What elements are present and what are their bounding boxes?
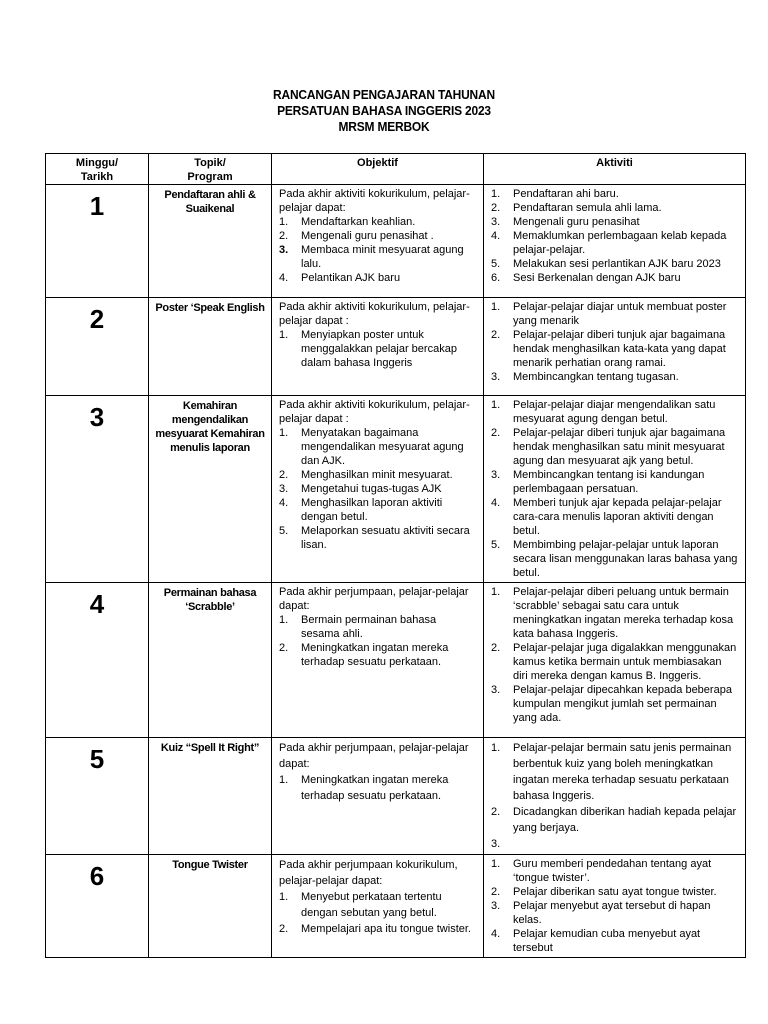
week-number: 1 bbox=[46, 185, 149, 298]
item-number: 1. bbox=[279, 614, 289, 626]
activity-item bbox=[491, 857, 739, 885]
topic-name: Permainan bahasa ‘Scrabble’ bbox=[149, 583, 272, 738]
activity-item bbox=[491, 899, 739, 927]
activity-cell bbox=[484, 738, 746, 855]
item-text: Mengenali guru penasihat . bbox=[301, 230, 434, 242]
item-number: 3. bbox=[491, 684, 501, 696]
objective-item bbox=[279, 468, 477, 482]
table-row bbox=[46, 738, 746, 855]
annual-plan-table bbox=[45, 153, 746, 958]
objective-list bbox=[279, 613, 477, 669]
activity-item bbox=[491, 300, 739, 328]
table-row bbox=[46, 185, 746, 298]
item-text: Pendaftaran ahi baru. bbox=[513, 188, 619, 200]
item-text: Menyiapkan poster untuk menggalakkan pelajar bercakap dalam bahasa Inggeris bbox=[301, 329, 457, 369]
item-text: Melakukan sesi perlantikan AJK baru 2023 bbox=[513, 258, 721, 270]
activity-item bbox=[491, 585, 739, 641]
activity-cell bbox=[484, 396, 746, 583]
item-number: 1. bbox=[491, 301, 501, 313]
item-text: Melaporkan sesuatu aktiviti secara lisan. bbox=[301, 525, 470, 551]
activity-item bbox=[491, 271, 739, 285]
objective-item bbox=[279, 328, 477, 370]
topic-name: Pendaftaran ahli & Suaikenal bbox=[149, 185, 272, 298]
item-text: Pelajar diberikan satu ayat tongue twister. bbox=[513, 886, 717, 898]
activity-list bbox=[491, 187, 739, 285]
item-text: Menyebut perkataan tertentu dengan sebutan yang betul. bbox=[301, 891, 442, 919]
item-number: 4. bbox=[279, 272, 289, 284]
objective-cell bbox=[272, 185, 484, 298]
table-row bbox=[46, 855, 746, 958]
activity-list bbox=[491, 857, 739, 955]
item-text: Pendaftaran semula ahli lama. bbox=[513, 202, 662, 214]
activity-item bbox=[491, 885, 739, 899]
item-text: Pelajar menyebut ayat tersebut di hapan kelas. bbox=[513, 900, 711, 926]
objective-item bbox=[279, 613, 477, 641]
activity-item bbox=[491, 927, 739, 955]
objective-item bbox=[279, 524, 477, 552]
item-number: 1. bbox=[279, 329, 289, 341]
objective-intro: Pada akhir perjumpaan kokurikulum, pelajar-pelajar dapat: bbox=[279, 859, 458, 887]
item-text: Pelajar-pelajar dipecahkan kepada beberapa kumpulan mengikut jumlah set permainan yang ada. bbox=[513, 684, 732, 724]
title-line-3: MRSM MERBOK bbox=[338, 119, 430, 134]
objective-item bbox=[279, 921, 477, 937]
item-number: 3. bbox=[279, 244, 289, 256]
activity-cell bbox=[484, 583, 746, 738]
objective-list bbox=[279, 772, 477, 804]
item-text: Memberi tunjuk ajar kepada pelajar-pelajar cara-cara menulis laporan aktiviti dengan betul. bbox=[513, 497, 722, 537]
item-number: 1. bbox=[279, 427, 289, 439]
activity-item bbox=[491, 836, 739, 852]
week-number: 5 bbox=[46, 738, 149, 855]
objective-item bbox=[279, 243, 477, 271]
activity-list bbox=[491, 585, 739, 725]
activity-item bbox=[491, 328, 739, 370]
activity-item bbox=[491, 257, 739, 271]
activity-item bbox=[491, 398, 739, 426]
objective-item bbox=[279, 889, 477, 921]
objective-cell bbox=[272, 298, 484, 396]
week-number: 2 bbox=[46, 298, 149, 396]
header-activity: Aktiviti bbox=[484, 154, 746, 185]
title-line-2: PERSATUAN BAHASA INGGERIS 2023 bbox=[277, 103, 491, 118]
item-number: 2. bbox=[279, 642, 289, 654]
item-text: Bermain permainan bahasa sesama ahli. bbox=[301, 614, 437, 640]
item-number: 2. bbox=[491, 886, 501, 898]
header-objective: Objektif bbox=[272, 154, 484, 185]
activity-item bbox=[491, 683, 739, 725]
item-text: Pelantikan AJK baru bbox=[301, 272, 401, 284]
item-number: 2. bbox=[491, 202, 501, 214]
item-number: 1. bbox=[279, 216, 289, 228]
item-number: 1. bbox=[491, 188, 501, 200]
table-header-row bbox=[46, 154, 746, 185]
activity-cell bbox=[484, 855, 746, 958]
topic-name: Kuiz “Spell It Right” bbox=[149, 738, 272, 855]
activity-cell bbox=[484, 298, 746, 396]
activity-item bbox=[491, 641, 739, 683]
header-week: Minggu/ Tarikh bbox=[46, 154, 149, 185]
activity-item bbox=[491, 187, 739, 201]
objective-list bbox=[279, 889, 477, 937]
objective-intro: Pada akhir aktiviti kokurikulum, pelajar-pelajar dapat : bbox=[279, 301, 470, 327]
week-number: 4 bbox=[46, 583, 149, 738]
objective-list bbox=[279, 328, 477, 370]
table-row bbox=[46, 298, 746, 396]
item-number: 2. bbox=[279, 469, 289, 481]
item-text: Pelajar kemudian cuba menyebut ayat tersebut bbox=[513, 928, 701, 954]
item-text: Mengetahui tugas-tugas AJK bbox=[301, 483, 442, 495]
topic-name: Poster ‘Speak English bbox=[149, 298, 272, 396]
activity-item bbox=[491, 538, 739, 580]
activity-item bbox=[491, 496, 739, 538]
week-number: 6 bbox=[46, 855, 149, 958]
title-line-1: RANCANGAN PENGAJARAN TAHUNAN bbox=[273, 87, 495, 102]
item-number: 3. bbox=[491, 216, 501, 228]
objective-item bbox=[279, 482, 477, 496]
activity-item bbox=[491, 426, 739, 468]
item-text: Membincangkan tentang isi kandungan perlembagaan persatuan. bbox=[513, 469, 705, 495]
item-number: 2. bbox=[491, 427, 501, 439]
activity-item bbox=[491, 740, 739, 804]
item-number: 4. bbox=[279, 497, 289, 509]
item-text: Pelajar-pelajar juga digalakkan menggunakan kamus ketika bermain untuk membiasakan diri mereka dengan kamus B. Inggeris. bbox=[513, 642, 737, 682]
activity-item bbox=[491, 229, 739, 257]
objective-item bbox=[279, 496, 477, 524]
activity-item bbox=[491, 468, 739, 496]
item-text: Pelajar-pelajar diajar untuk membuat poster yang menarik bbox=[513, 301, 727, 327]
objective-cell bbox=[272, 583, 484, 738]
item-text: Guru memberi pendedahan tentang ayat ‘tongue twister’. bbox=[513, 858, 712, 884]
item-text: Meningkatkan ingatan mereka terhadap sesuatu perkataan. bbox=[301, 642, 449, 668]
item-text: Menghasilkan laporan aktiviti dengan betul. bbox=[301, 497, 443, 523]
item-number: 2. bbox=[279, 923, 289, 935]
objective-item bbox=[279, 271, 477, 285]
item-number: 2. bbox=[279, 230, 289, 242]
activity-cell bbox=[484, 185, 746, 298]
objective-item bbox=[279, 772, 477, 804]
item-number: 1. bbox=[491, 399, 501, 411]
item-number: 6. bbox=[491, 272, 501, 284]
item-text: Pelajar-pelajar diberi peluang untuk bermain ‘scrabble’ sebagai satu cara untuk meningkatkan ingatan mereka terhadap kosa kata bahasa Inggeris. bbox=[513, 586, 734, 640]
item-text: Mempelajari apa itu tongue twister. bbox=[301, 923, 471, 935]
objective-item bbox=[279, 426, 477, 468]
objective-list bbox=[279, 215, 477, 285]
item-number: 4. bbox=[491, 230, 501, 242]
item-number: 1. bbox=[491, 858, 501, 870]
item-text: Pelajar-pelajar bermain satu jenis permainan berbentuk kuiz yang boleh meningkatkan ingatan mereka terhadap sesuatu perkataan bahasa Inggeris. bbox=[513, 742, 732, 802]
item-text: Pelajar-pelajar diberi tunjuk ajar bagaimana hendak menghasilkan kata-kata yang dapat menarik perhatian orang ramai. bbox=[513, 329, 726, 369]
week-number: 3 bbox=[46, 396, 149, 583]
objective-item bbox=[279, 641, 477, 669]
objective-cell bbox=[272, 855, 484, 958]
item-number: 5. bbox=[279, 525, 289, 537]
table-row bbox=[46, 396, 746, 583]
item-number: 2. bbox=[491, 806, 501, 818]
activity-list bbox=[491, 398, 739, 580]
topic-name: Kemahiran mengendalikan mesyuarat Kemahiran menulis laporan bbox=[149, 396, 272, 583]
item-number: 5. bbox=[491, 258, 501, 270]
objective-intro: Pada akhir perjumpaan, pelajar-pelajar dapat: bbox=[279, 742, 469, 770]
topic-name: Tongue Twister bbox=[149, 855, 272, 958]
objective-intro: Pada akhir aktiviti kokurikulum, pelajar-pelajar dapat: bbox=[279, 188, 470, 214]
item-number: 5. bbox=[491, 539, 501, 551]
item-text: Mendaftarkan keahlian. bbox=[301, 216, 416, 228]
item-text: Mengenali guru penasihat bbox=[513, 216, 640, 228]
objective-cell bbox=[272, 396, 484, 583]
item-number: 3. bbox=[491, 838, 501, 850]
item-text: Membaca minit mesyuarat agung lalu. bbox=[301, 244, 464, 270]
table-row bbox=[46, 583, 746, 738]
item-text: Sesi Berkenalan dengan AJK baru bbox=[513, 272, 681, 284]
item-number: 1. bbox=[491, 586, 501, 598]
item-number: 3. bbox=[279, 483, 289, 495]
activity-item bbox=[491, 804, 739, 836]
item-text: Membincangkan tentang tugasan. bbox=[513, 371, 679, 383]
item-text: Menyatakan bagaimana mengendalikan mesyuarat agung dan AJK. bbox=[301, 427, 464, 467]
activity-item bbox=[491, 370, 739, 384]
item-number: 2. bbox=[491, 329, 501, 341]
item-number: 3. bbox=[491, 371, 501, 383]
item-text: Membimbing pelajar-pelajar untuk laporan secara lisan menggunakan laras bahasa yang betul. bbox=[513, 539, 738, 579]
activity-item bbox=[491, 201, 739, 215]
objective-item bbox=[279, 229, 477, 243]
activity-list bbox=[491, 740, 739, 852]
item-text: Memaklumkan perlembagaan kelab kepada pelajar-pelajar. bbox=[513, 230, 727, 256]
item-text: Menghasilkan minit mesyuarat. bbox=[301, 469, 453, 481]
item-text: Dicadangkan diberikan hadiah kepada pelajar yang berjaya. bbox=[513, 806, 737, 834]
item-text: Meningkatkan ingatan mereka terhadap sesuatu perkataan. bbox=[301, 774, 449, 802]
item-text: Pelajar-pelajar diajar mengendalikan satu mesyuarat agung dengan betul. bbox=[513, 399, 716, 425]
item-number: 4. bbox=[491, 928, 501, 940]
activity-item bbox=[491, 215, 739, 229]
item-number: 3. bbox=[491, 900, 501, 912]
document-title bbox=[0, 87, 768, 135]
item-number: 3. bbox=[491, 469, 501, 481]
item-text bbox=[513, 836, 739, 852]
objective-intro: Pada akhir aktiviti kokurikulum, pelajar-pelajar dapat : bbox=[279, 399, 470, 425]
item-number: 1. bbox=[279, 891, 289, 903]
objective-cell bbox=[272, 738, 484, 855]
activity-list bbox=[491, 300, 739, 384]
objective-intro: Pada akhir perjumpaan, pelajar-pelajar dapat: bbox=[279, 586, 469, 612]
item-number: 2. bbox=[491, 642, 501, 654]
objective-item bbox=[279, 215, 477, 229]
objective-list bbox=[279, 426, 477, 552]
item-number: 1. bbox=[279, 774, 289, 786]
header-topic: Topik/ Program bbox=[149, 154, 272, 185]
item-number: 4. bbox=[491, 497, 501, 509]
item-number: 1. bbox=[491, 742, 501, 754]
item-text: Pelajar-pelajar diberi tunjuk ajar bagaimana hendak menghasilkan satu minit mesyuarat agung dan mesyuarat ajk yang betul. bbox=[513, 427, 726, 467]
